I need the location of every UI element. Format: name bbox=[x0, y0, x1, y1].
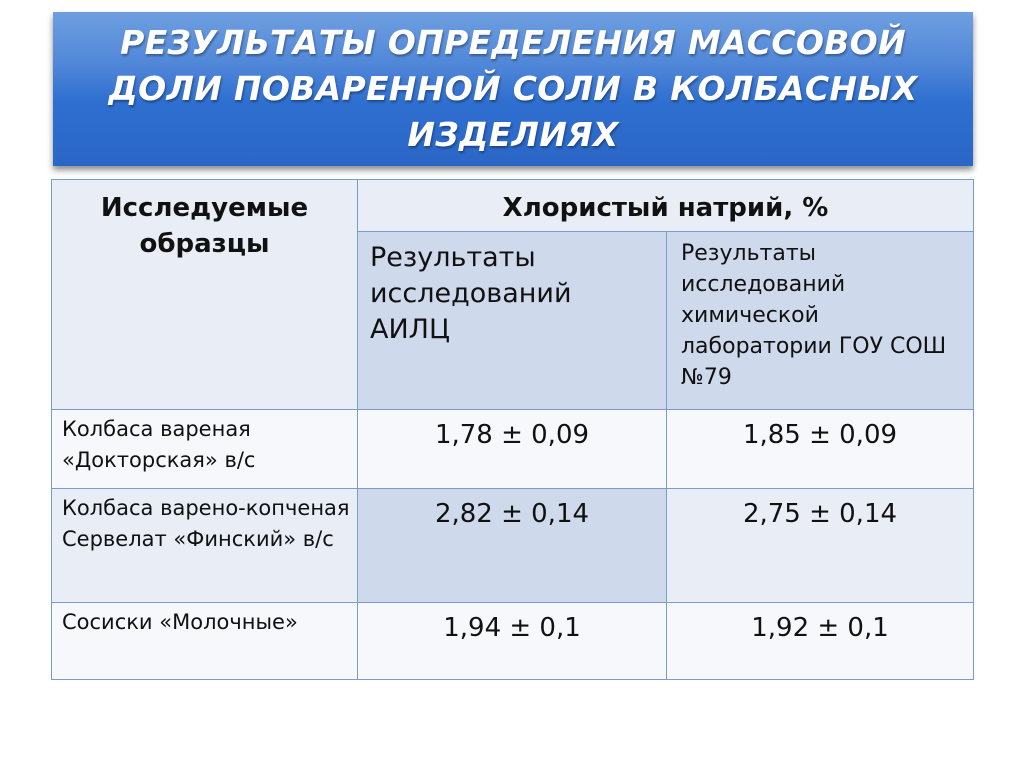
slide-title: РЕЗУЛЬТАТЫ ОПРЕДЕЛЕНИЯ МАССОВОЙ ДОЛИ ПОВАРЕННОЙ СОЛИ В КОЛБАСНЫХ ИЗДЕЛИЯХ bbox=[108, 23, 918, 154]
sample-name: Сосиски «Молочные» bbox=[52, 603, 358, 680]
table-header-row bbox=[52, 180, 974, 232]
header-ailc: Результаты исследований АИЛЦ bbox=[358, 232, 667, 410]
table-row bbox=[52, 489, 974, 603]
sample-name: Колбаса вареная «Докторская» в/с bbox=[52, 410, 358, 489]
header-lab: Результаты исследований химической лаборатории ГОУ СОШ №79 bbox=[667, 232, 974, 410]
header-nacl: Хлористый натрий, % bbox=[358, 180, 974, 232]
results-table bbox=[51, 179, 974, 680]
lab-value: 2,75 ± 0,14 bbox=[667, 489, 974, 603]
sample-name: Колбаса варено-копченая Сервелат «Финский» в/с bbox=[52, 489, 358, 603]
lab-value: 1,92 ± 0,1 bbox=[667, 603, 974, 680]
ailc-value: 1,78 ± 0,09 bbox=[358, 410, 667, 489]
header-samples: Исследуемые образцы bbox=[52, 180, 358, 410]
table-row bbox=[52, 410, 974, 489]
lab-value: 1,85 ± 0,09 bbox=[667, 410, 974, 489]
title-banner bbox=[53, 12, 973, 166]
ailc-value: 2,82 ± 0,14 bbox=[358, 489, 667, 603]
table-row bbox=[52, 603, 974, 680]
ailc-value: 1,94 ± 0,1 bbox=[358, 603, 667, 680]
